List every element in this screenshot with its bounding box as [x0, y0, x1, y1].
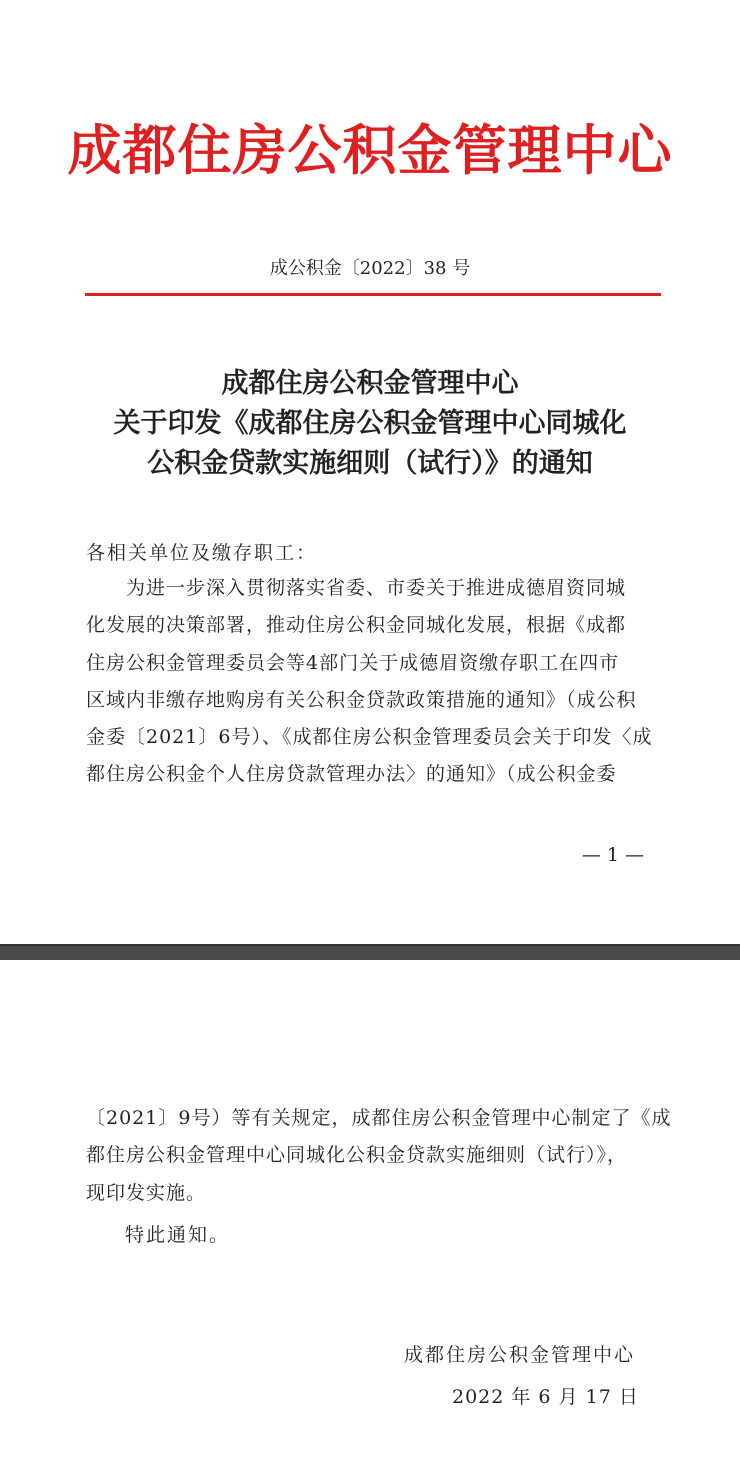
- issue-date: 2022 年 6 月 17 日: [452, 1386, 639, 1408]
- document-title: [0, 364, 740, 484]
- closing-notice: 特此通知。: [125, 1224, 231, 1246]
- title-line: 关于印发《成都住房公积金管理中心同城化: [113, 408, 627, 439]
- body-paragraph: [86, 570, 658, 794]
- masthead-title: 成都住房公积金管理中心: [67, 118, 673, 182]
- body-line: 住房公积金管理委员会等4部门关于成德眉资缴存职工在四市: [86, 651, 620, 674]
- body-paragraph-continued: [86, 1100, 672, 1212]
- title-line: 成都住房公积金管理中心: [221, 368, 519, 399]
- title-line: 公积金贷款实施细则（试行）》的通知: [147, 448, 593, 479]
- red-divider-line: [85, 293, 661, 296]
- issuer-signature: 成都住房公积金管理中心: [404, 1344, 636, 1366]
- body-line: 区域内非缴存地购房有关公积金贷款政策措施的通知》（成公积: [86, 688, 637, 711]
- body-line: 都住房公积金个人住房贷款管理办法〉的通知》（成公积金委: [86, 763, 617, 786]
- document-number: 成公积金〔2022〕38 号: [269, 258, 471, 279]
- body-line: 为进一步深入贯彻落实省委、市委关于推进成德眉资同城: [86, 577, 627, 599]
- body-line: 化发展的决策部署，推动住房公积金同城化发展，根据《成都: [86, 614, 627, 637]
- salutation: 各相关单位及缴存职工：: [86, 542, 318, 564]
- body-line: 现印发实施。: [86, 1181, 207, 1204]
- page-number: — 1 —: [581, 844, 644, 866]
- body-line: 都住房公积金管理中心同城化公积金贷款实施细则（试行）》，: [86, 1144, 628, 1167]
- body-line: 〔2021〕9号）等有关规定，成都住房公积金管理中心制定了《成: [86, 1107, 672, 1129]
- body-line: 金委〔2021〕6号）、《成都住房公积金管理委员会关于印发〈成: [86, 726, 653, 749]
